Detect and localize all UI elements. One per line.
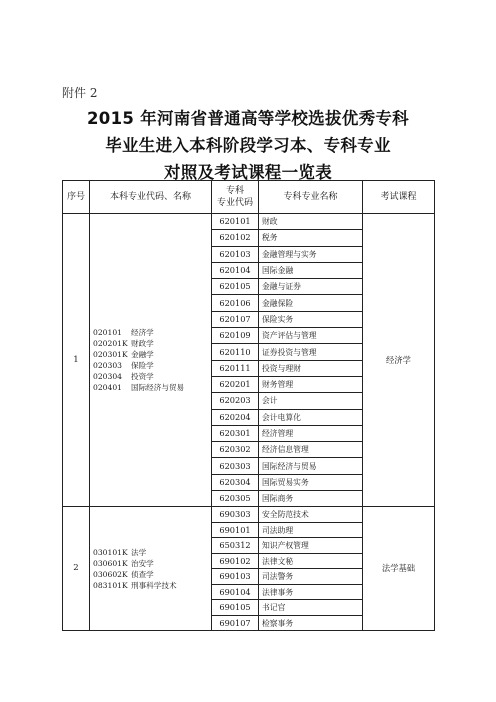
undergrad-major-item bbox=[93, 371, 211, 382]
college-major-code: 690102 bbox=[212, 553, 259, 569]
college-major-name: 书记官 bbox=[259, 600, 363, 616]
undergrad-major-name: 侦查学 bbox=[131, 569, 154, 579]
undergrad-major-code: 030602K bbox=[93, 569, 128, 579]
college-major-code: 620105 bbox=[212, 279, 259, 295]
college-major-name: 会计 bbox=[259, 393, 363, 409]
undergrad-major-item bbox=[93, 580, 211, 591]
header-college-code-line-2: 专业代码 bbox=[216, 198, 253, 208]
undergrad-major-code: 030601K bbox=[93, 558, 128, 568]
undergrad-major-item bbox=[93, 338, 211, 349]
table-row bbox=[63, 507, 435, 523]
header-college-code-line-1: 专科 bbox=[225, 186, 244, 196]
undergrad-major-item bbox=[93, 569, 211, 580]
document-title-line-1: 2015 年河南省普通高等学校选拔优秀专科 bbox=[87, 109, 409, 128]
undergrad-major-name: 投资学 bbox=[131, 372, 154, 382]
college-major-name: 财政 bbox=[259, 214, 363, 230]
college-major-code: 620303 bbox=[212, 458, 259, 474]
undergrad-major-item bbox=[93, 558, 211, 569]
undergrad-major-name: 国际经济与贸易 bbox=[131, 383, 185, 393]
undergrad-major-item bbox=[93, 547, 211, 558]
undergrad-major-name: 财政学 bbox=[131, 339, 154, 349]
college-major-name: 会计电算化 bbox=[259, 409, 363, 425]
college-major-code: 690103 bbox=[212, 569, 259, 585]
header-undergrad-major: 本科专业代码、名称 bbox=[90, 181, 212, 214]
college-major-name: 法律文秘 bbox=[259, 553, 363, 569]
undergrad-major-item bbox=[93, 327, 211, 338]
undergrad-major-cell bbox=[90, 214, 212, 507]
college-major-code: 620305 bbox=[212, 491, 259, 507]
college-major-code: 620110 bbox=[212, 344, 259, 360]
document-title-line-2: 毕业生进入本科阶段学习本、专科专业 bbox=[105, 136, 391, 155]
undergrad-major-code: 020304 bbox=[93, 372, 122, 382]
college-major-name: 司法助理 bbox=[259, 522, 363, 538]
undergrad-major-code: 020303 bbox=[93, 361, 122, 371]
undergrad-major-name: 刑事科学技术 bbox=[131, 580, 177, 590]
college-major-name: 国际贸易实务 bbox=[259, 474, 363, 490]
college-major-code: 620103 bbox=[212, 246, 259, 262]
college-major-name: 保险实务 bbox=[259, 311, 363, 327]
attachment-label: 附件 2 bbox=[62, 86, 98, 100]
header-college-major-name: 专科专业名称 bbox=[259, 181, 363, 214]
college-major-code: 620301 bbox=[212, 425, 259, 441]
header-seq: 序号 bbox=[63, 181, 90, 214]
undergrad-major-item bbox=[93, 382, 211, 393]
college-major-code: 620204 bbox=[212, 409, 259, 425]
header-exam-course: 考试课程 bbox=[363, 181, 435, 214]
college-major-code: 620111 bbox=[212, 360, 259, 376]
college-major-code: 650312 bbox=[212, 538, 259, 554]
college-major-code: 690107 bbox=[212, 615, 259, 631]
college-major-code: 620102 bbox=[212, 230, 259, 246]
college-major-name: 法律事务 bbox=[259, 584, 363, 600]
college-major-name: 司法警务 bbox=[259, 569, 363, 585]
college-major-name: 经济信息管理 bbox=[259, 442, 363, 458]
college-major-code: 620203 bbox=[212, 393, 259, 409]
undergrad-major-code: 083101K bbox=[93, 580, 128, 590]
college-major-code: 690105 bbox=[212, 600, 259, 616]
group-seq-cell: 2 bbox=[63, 507, 90, 631]
undergrad-major-name: 保险学 bbox=[131, 361, 154, 371]
undergrad-major-name: 金融学 bbox=[131, 350, 154, 360]
college-major-name: 财务管理 bbox=[259, 376, 363, 392]
undergrad-major-name: 法学 bbox=[131, 547, 147, 557]
undergrad-major-code: 020101 bbox=[93, 328, 122, 338]
college-major-name: 证券投资与管理 bbox=[259, 344, 363, 360]
college-major-code: 620302 bbox=[212, 442, 259, 458]
major-comparison-table bbox=[62, 180, 435, 631]
college-major-code: 620201 bbox=[212, 376, 259, 392]
college-major-code: 620304 bbox=[212, 474, 259, 490]
college-major-name: 安全防范技术 bbox=[259, 507, 363, 523]
undergrad-major-name: 经济学 bbox=[131, 328, 154, 338]
college-major-name: 经济管理 bbox=[259, 425, 363, 441]
college-major-code: 690104 bbox=[212, 584, 259, 600]
undergrad-major-item bbox=[93, 360, 211, 371]
college-major-name: 知识产权管理 bbox=[259, 538, 363, 554]
college-major-name: 检察事务 bbox=[259, 615, 363, 631]
college-major-code: 620106 bbox=[212, 295, 259, 311]
table-row bbox=[63, 214, 435, 230]
document-title-line-3: 对照及考试课程一览表 bbox=[164, 163, 332, 182]
group-seq-cell: 1 bbox=[63, 214, 90, 507]
college-major-code: 690303 bbox=[212, 507, 259, 523]
college-major-code: 690101 bbox=[212, 522, 259, 538]
college-major-code: 620109 bbox=[212, 328, 259, 344]
college-major-code: 620101 bbox=[212, 214, 259, 230]
undergrad-major-cell bbox=[90, 507, 212, 631]
table-header-row bbox=[63, 181, 435, 214]
college-major-name: 金融与证券 bbox=[259, 279, 363, 295]
undergrad-major-code: 020201K bbox=[93, 339, 128, 349]
table-body bbox=[63, 214, 435, 631]
college-major-name: 投资与理财 bbox=[259, 360, 363, 376]
exam-course-cell: 法学基础 bbox=[363, 507, 435, 631]
college-major-name: 国际经济与贸易 bbox=[259, 458, 363, 474]
undergrad-major-code: 020301K bbox=[93, 350, 128, 360]
college-major-code: 620107 bbox=[212, 311, 259, 327]
undergrad-major-item bbox=[93, 349, 211, 360]
header-college-code bbox=[212, 181, 259, 214]
undergrad-major-code: 030101K bbox=[93, 547, 128, 557]
undergrad-major-name: 治安学 bbox=[131, 558, 154, 568]
college-major-name: 税务 bbox=[259, 230, 363, 246]
exam-course-cell: 经济学 bbox=[363, 214, 435, 507]
college-major-name: 国际金融 bbox=[259, 262, 363, 278]
college-major-name: 金融管理与实务 bbox=[259, 246, 363, 262]
undergrad-major-code: 020401 bbox=[93, 383, 122, 393]
college-major-name: 国际商务 bbox=[259, 491, 363, 507]
college-major-name: 资产评估与管理 bbox=[259, 328, 363, 344]
college-major-name: 金融保险 bbox=[259, 295, 363, 311]
college-major-code: 620104 bbox=[212, 262, 259, 278]
